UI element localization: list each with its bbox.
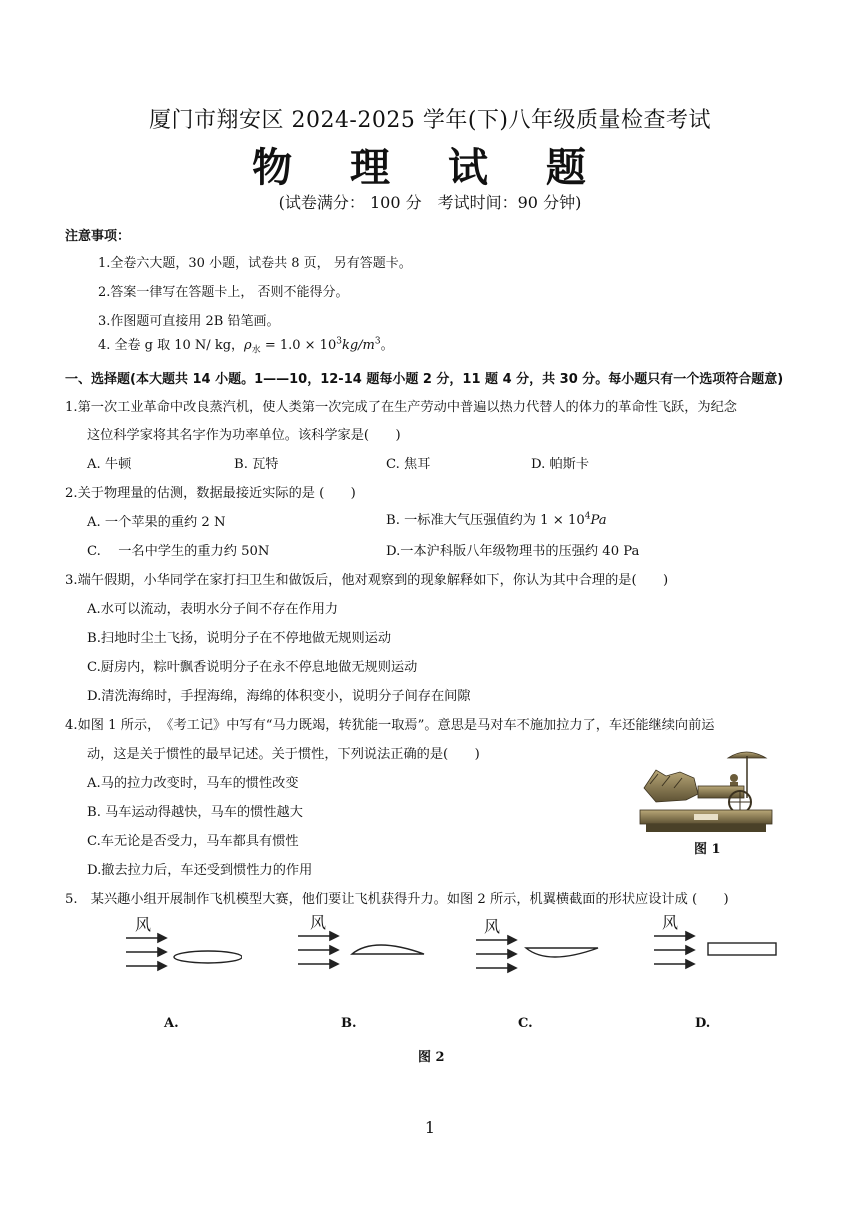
page-number: 1	[424, 1118, 436, 1137]
q1-option-a: A. 牛顿	[87, 457, 132, 472]
wing-label-b: B.	[341, 1016, 357, 1031]
notice-item-text: 4. 全卷 g 取 10 N/ kg，	[98, 338, 245, 353]
q2-option-b-unit: Pa	[590, 513, 607, 528]
q1-stem-line2: 这位科学家将其名字作为功率单位。该科学家是( )	[87, 428, 401, 443]
wing-c-curved-bottom	[472, 932, 608, 976]
q2-option-d: D.一本沪科版八年级物理书的压强约 40 Pa	[386, 544, 640, 559]
wind-label-d: 风	[662, 913, 679, 932]
q3-option-d: D.清洗海绵时，手捏海绵，海绵的体积变小，说明分子间存在间隙	[87, 689, 471, 704]
q4-option-d: D.撤去拉力后，车还受到惯性力的作用	[87, 863, 313, 878]
figure-2-wings	[122, 910, 802, 970]
notice-heading: 注意事项：	[65, 229, 131, 244]
q4-option-a: A.马的拉力改变时，马车的惯性改变	[87, 776, 299, 791]
figure-1-label: 图 1	[694, 842, 721, 857]
rho-symbol: ρ	[244, 338, 252, 353]
q2-option-b-text: B. 一标准大气压强值约为	[386, 513, 541, 528]
notice-item: 3.作图题可直接用 2B 铅笔画。	[98, 314, 280, 329]
q1-option-b: B. 瓦特	[234, 457, 279, 472]
q3-option-a: A.水可以流动，表明水分子间不存在作用力	[87, 602, 339, 617]
wing-label-c: C.	[518, 1016, 533, 1031]
q1-stem-line1: 1.第一次工业革命中改良蒸汽机，使人类第一次完成了在生产劳动中普遍以热力代替人的体力的革命性飞跃，为纪念	[65, 400, 737, 415]
exam-title: 厦门市翔安区 2024-2025 学年(下)八年级质量检查考试	[148, 108, 712, 133]
figure-2-label: 图 2	[418, 1050, 445, 1065]
q2-option-b	[386, 509, 607, 528]
rho-subscript: 水	[251, 345, 261, 356]
q2-option-c: C. 一名中学生的重力约 50N	[87, 544, 270, 559]
wing-d-flat-rectangle	[650, 928, 790, 972]
rho-value: = 1.0 × 10	[260, 338, 337, 353]
q4-option-c: C.车无论是否受力，马车都具有惯性	[87, 834, 299, 849]
q2-stem: 2.关于物理量的估测，数据最接近实际的是 ( )	[65, 486, 356, 501]
wing-label-d: D.	[695, 1016, 711, 1031]
figure-1-chariot-image	[636, 748, 776, 838]
q1-option-c: C. 焦耳	[386, 457, 431, 472]
subject-title: 物 理 试 题	[252, 144, 608, 191]
q3-option-b: B.扫地时尘土飞扬，说明分子在不停地做无规则运动	[87, 631, 392, 646]
q3-option-c: C.厨房内，粽叶飘香说明分子在永不停息地做无规则运动	[87, 660, 418, 675]
wing-b-curved-top	[294, 928, 430, 972]
notice-item: 2.答案一律写在答题卡上， 否则不能得分。	[98, 285, 349, 300]
notice-item-gravity	[98, 334, 394, 356]
rho-exponent: 3	[336, 336, 342, 347]
q2-option-a: A. 一个苹果的重约 2 N	[87, 515, 226, 530]
wing-label-a: A.	[164, 1016, 179, 1031]
q2-option-b-math: 1 × 10	[540, 513, 585, 528]
q1-option-d: D. 帕斯卡	[531, 457, 590, 472]
q4-stem-line2: 动，这是关于惯性的最早记述。关于惯性，下列说法正确的是( )	[87, 747, 480, 762]
rho-unit-exponent: 3	[374, 336, 381, 347]
notice-item: 1.全卷六大题，30 小题，试卷共 8 页， 另有答题卡。	[98, 256, 412, 271]
q4-stem-line1: 4.如图 1 所示， 《考工记》中写有“马力既竭，转犹能一取焉”。意思是马对车不施加拉力了，车还能继续向前运	[65, 718, 715, 733]
q4-option-b: B. 马车运动得越快，马车的惯性越大	[87, 805, 303, 820]
wind-label-a: 风	[135, 915, 152, 934]
q5-stem: 5. 某兴趣小组开展制作飞机模型大赛，他们要让飞机获得升力。如图 2 所示，机翼横截面的形状应设计成 ( )	[65, 892, 729, 907]
wind-label-c: 风	[484, 917, 501, 936]
q3-stem: 3.端午假期，小华同学在家打扫卫生和做饭后，他对观察到的现象解释如下，你认为其中合理的是( )	[65, 573, 669, 588]
wind-label-b: 风	[310, 913, 327, 932]
rho-end: 。	[380, 338, 394, 353]
rho-unit: kg/m	[341, 338, 375, 353]
q2-option-b-exp: 4	[584, 511, 591, 522]
exam-info: (试卷满分： 100 分 考试时间：90 分钟)	[278, 193, 582, 212]
section-heading: 一、选择题(本大题共 14 小题。1——10，12-14 题每小题 2 分，11 题 4 分，共 30 分。每小题只有一个选项符合题意)	[65, 372, 784, 387]
wing-a-symmetric	[122, 930, 242, 974]
